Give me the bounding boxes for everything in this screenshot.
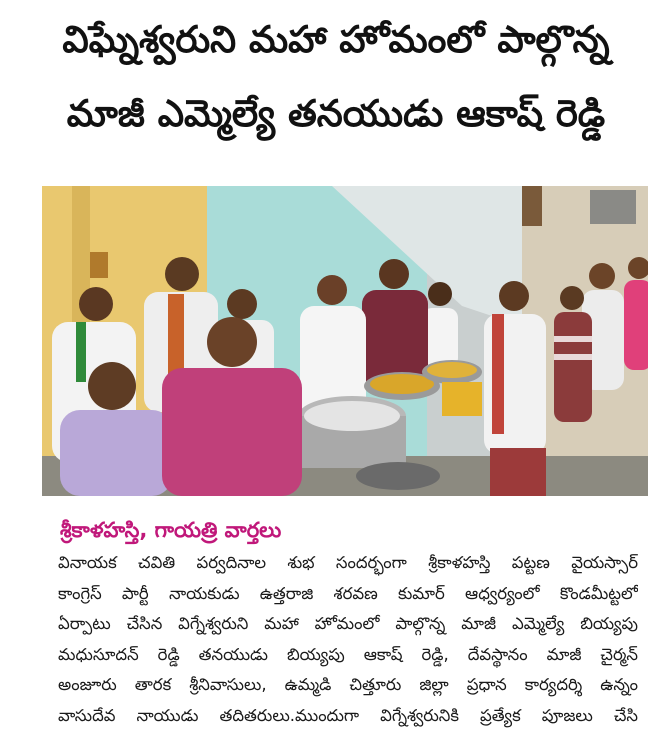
body-line: మధుసూదన్ రెడ్డి తనయుడు బియ్యపు ఆకాష్ రెడ్డి, దేవస్థానం మాజీ చైర్మన్ <box>58 644 638 664</box>
news-photo <box>42 186 648 496</box>
body-line: అంజూరు తారక శ్రీనివాసులు, ఉమ్మడి చిత్తూరు జిల్లా ప్రధాన కార్యదర్శి ఉన్నం <box>58 675 638 694</box>
body-line: కాంగ్రెస్ పార్టీ నాయకుడు ఉత్తరాజి శరవణ కుమార్ ఆధ్వర్యంలో కొండమీట్టలో <box>58 583 638 603</box>
headline-line-2: మాజీ ఎమ్మెల్యే తనయుడు ఆకాష్ రెడ్డి <box>66 92 606 135</box>
body-line: ఏర్పాటు చేసిన విగ్నేశ్వరుని మహా హోమంలో పాల్గొన్న మాజీ ఎమ్మెల్యే బియ్యపు <box>58 614 638 633</box>
body-line: వినాయక చవితి పర్వదినాల శుభ సందర్భంగా శ్రీకాళహస్తి పట్టణ వైయస్సార్ <box>58 553 638 572</box>
headline-line-1: విఘ్నేశ్వరుని మహా హోమంలో పాల్గొన్న <box>62 18 610 61</box>
dateline: శ్రీకాళహస్తి, గాయత్రి వార్తలు <box>60 518 282 542</box>
article-body <box>58 548 638 731</box>
body-line: వాసుదేవ నాయుడు తదితరులు.ముందుగా విగ్నేశ్వరునికి ప్రత్యేక పూజలు చేసి <box>58 705 638 725</box>
news-photo-illustration <box>42 186 648 496</box>
